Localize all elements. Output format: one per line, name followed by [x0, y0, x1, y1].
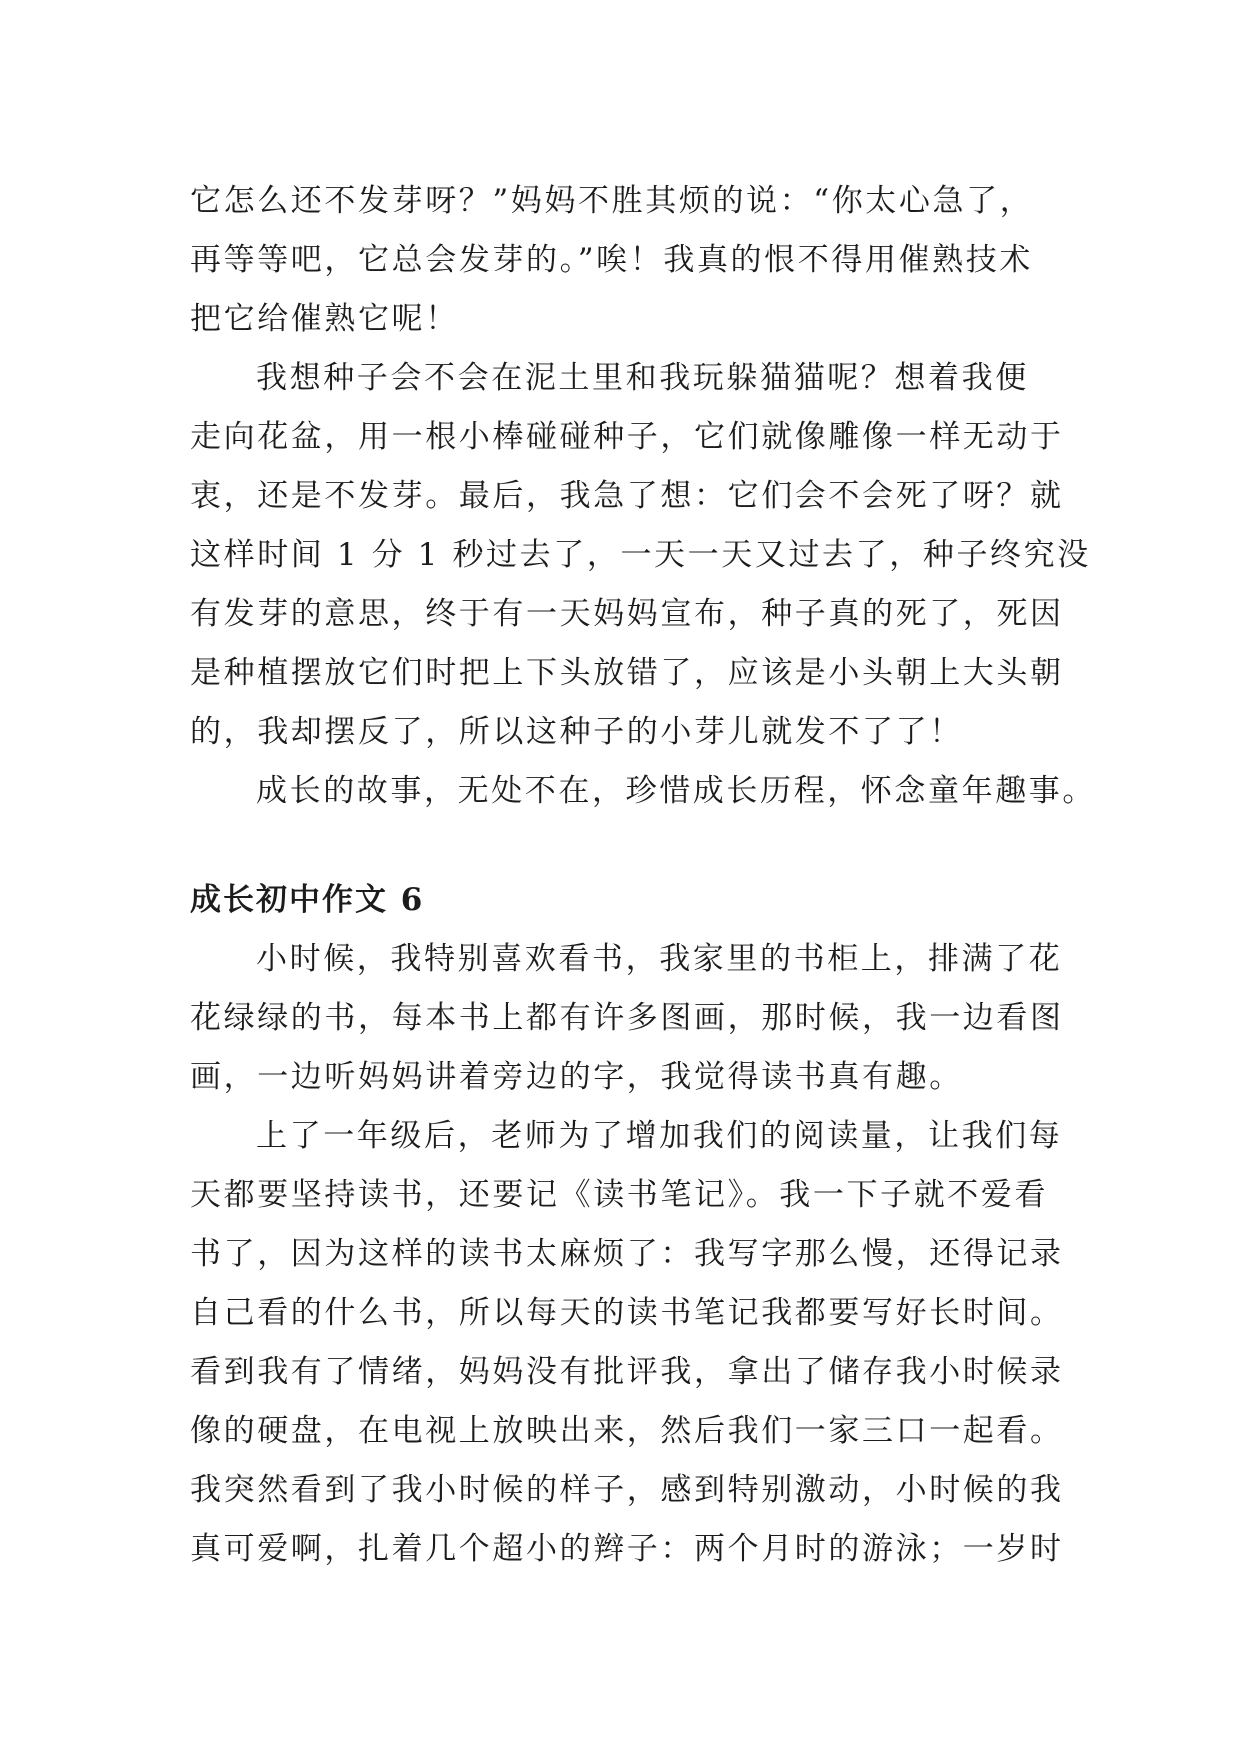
text-line: 我想种子会不会在泥土里和我玩躲猫猫呢？想着我便: [256, 360, 1029, 396]
text-line: 我突然看到了我小时候的样子，感到特别激动，小时候的我: [190, 1472, 1064, 1508]
section-title: 成长初中作文 6: [190, 882, 425, 918]
paragraph: [190, 1107, 1064, 1579]
paragraph: [190, 930, 1064, 1107]
text-line: 有发芽的意思，终于有一天妈妈宣布，种子真的死了，死因: [190, 596, 1064, 632]
document-page: [190, 172, 1096, 1579]
text-line: 自己看的什么书，所以每天的读书笔记我都要写好长时间。: [190, 1295, 1064, 1331]
paragraph: [190, 172, 1060, 349]
text-line: 是种植摆放它们时把上下头放错了，应该是小头朝上大头朝: [190, 655, 1064, 691]
text-line: 看到我有了情绪，妈妈没有批评我，拿出了储存我小时候录: [190, 1354, 1064, 1390]
text-line: 这样时间 1 分 1 秒过去了，一天一天又过去了，种子终究没: [190, 537, 1091, 573]
text-line: 上了一年级后，老师为了增加我们的阅读量，让我们每: [256, 1118, 1063, 1154]
text-line: 它怎么还不发芽呀？”妈妈不胜其烦的说：“你太心急了，: [190, 183, 1034, 219]
text-line: 衷，还是不发芽。最后，我急了想：它们会不会死了呀？就: [190, 478, 1064, 514]
text-line: 画，一边听妈妈讲着旁边的字，我觉得读书真有趣。: [190, 1059, 963, 1095]
text-line: 小时候，我特别喜欢看书，我家里的书柜上，排满了花: [256, 941, 1063, 977]
text-line: 天都要坚持读书，还要记《读书笔记》。我一下子就不爱看: [190, 1177, 1049, 1213]
text-line: 的，我却摆反了，所以这种子的小芽儿就发不了了！: [190, 714, 963, 750]
text-line: 把它给催熟它呢！: [190, 301, 459, 337]
paragraph: [190, 349, 1091, 762]
text-line: 走向花盆，用一根小棒碰碰种子，它们就像雕像一样无动于: [190, 419, 1064, 455]
text-line: 像的硬盘，在电视上放映出来，然后我们一家三口一起看。: [190, 1413, 1064, 1449]
text-line: 真可爱啊，扎着几个超小的辫子：两个月时的游泳；一岁时: [190, 1531, 1064, 1567]
text-line: 书了，因为这样的读书太麻烦了：我写字那么慢，还得记录: [190, 1236, 1064, 1272]
body-text-before: [190, 172, 1096, 821]
text-line: 成长的故事，无处不在，珍惜成长历程，怀念童年趣事。: [256, 773, 1096, 809]
text-line: 再等等吧，它总会发芽的。”唉！我真的恨不得用催熟技术: [190, 242, 1033, 278]
body-text-after: [190, 930, 1064, 1579]
paragraph: [190, 762, 1096, 821]
text-line: 花绿绿的书，每本书上都有许多图画，那时候，我一边看图: [190, 1000, 1064, 1036]
